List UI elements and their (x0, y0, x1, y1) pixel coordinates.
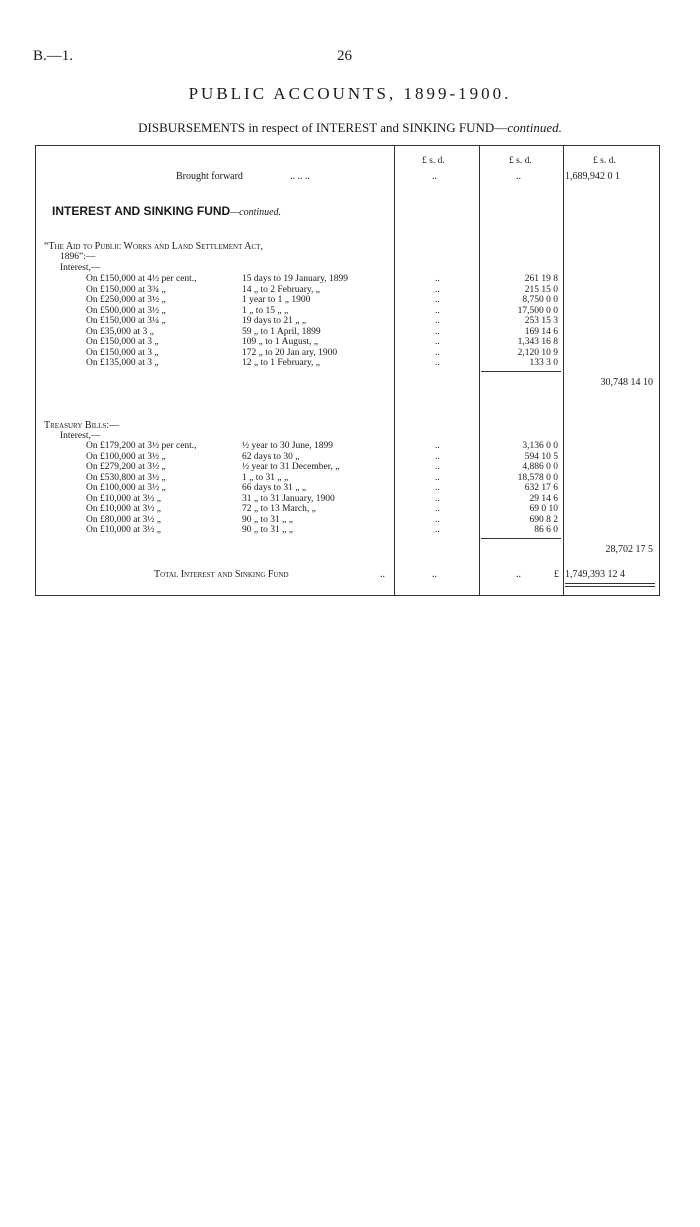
amount-cell: 1,343 16 8 (517, 337, 558, 347)
leader-dots: .. (516, 569, 521, 580)
period-cell: ½ year to 31 December, „ (242, 462, 340, 472)
treasury-dots-column (435, 441, 440, 536)
amount-cell: 632 17 6 (524, 483, 558, 493)
act-heading: “The Aid to Public Works and Land Settlement Act, (44, 241, 263, 252)
amount-cell: 215 15 0 (524, 284, 558, 295)
amount-cell: 29 14 6 (529, 493, 558, 504)
amount-cell: 8,750 0 0 (522, 295, 558, 305)
amount-cell: 133 3 0 (529, 358, 558, 368)
desc-cell: On £35,000 at 3 „ (86, 326, 154, 337)
act-heading-year: 1896”:— (60, 252, 96, 262)
section-title-italic: —continued. (230, 207, 282, 218)
dots-cell: .. (435, 483, 440, 493)
dots-cell: .. (435, 441, 440, 451)
leader-dots: .. (516, 171, 521, 182)
act-period-column (242, 274, 348, 369)
desc-cell: On £135,000 at 3 „ (86, 358, 159, 368)
desc-cell: On £150,000 at 3 „ (86, 337, 159, 347)
dots-cell: .. (435, 451, 440, 462)
amount-cell: 253 15 3 (524, 316, 558, 326)
act-dots-column (435, 274, 440, 369)
desc-cell: On £10,000 at 3½ „ (86, 525, 161, 535)
desc-cell: On £100,000 at 3½ „ (86, 451, 166, 462)
column-divider (563, 145, 564, 596)
desc-cell: On £150,000 at 3 „ (86, 347, 159, 358)
total-label: Total Interest and Sinking Fund (154, 569, 289, 580)
dots-cell: .. (435, 305, 440, 316)
desc-cell: On £150,000 at 3¾ „ (86, 284, 166, 295)
col-header-3: £ s. d. (593, 156, 616, 166)
dots-cell: .. (435, 347, 440, 358)
dots-cell: .. (435, 337, 440, 347)
amount-cell: 86 6 0 (534, 525, 558, 535)
desc-cell: On £250,000 at 3½ „ (86, 295, 166, 305)
amount-cell: 169 14 6 (524, 326, 558, 337)
desc-cell: On £279,200 at 3½ „ (86, 462, 166, 472)
desc-cell: On £10,000 at 3½ „ (86, 493, 161, 504)
period-cell: 1 year to 1 „ 1900 (242, 295, 311, 305)
brought-forward-label: Brought forward (176, 171, 243, 182)
desc-cell: On £530,800 at 3½ „ (86, 472, 166, 483)
section-title (52, 204, 281, 218)
act-amount-column (482, 274, 558, 369)
dots-cell: .. (435, 316, 440, 326)
dots-cell: .. (435, 504, 440, 514)
page-subtitle (0, 120, 700, 136)
dots-cell: .. (435, 525, 440, 535)
dots-cell: .. (435, 462, 440, 472)
subtotal-rule (481, 538, 561, 539)
desc-cell: On £179,200 at 3½ per cent., (86, 441, 197, 451)
subtitle-main: DISBURSEMENTS in respect of INTEREST and SINKING FUND— (138, 120, 508, 135)
period-cell: 109 „ to 1 August, „ (242, 337, 318, 347)
leader-dots: .. (432, 171, 437, 182)
col-header-1: £ s. d. (422, 156, 445, 166)
period-cell: 31 „ to 31 January, 1900 (242, 493, 335, 504)
dots-cell: .. (435, 295, 440, 305)
amount-cell: 3,136 0 0 (522, 441, 558, 451)
period-cell: 90 „ to 31 „ „ (242, 525, 293, 535)
desc-cell: On £150,000 at 4½ per cent., (86, 274, 197, 284)
total-double-rule (565, 583, 655, 584)
dots-cell: .. (435, 514, 440, 525)
period-cell: 90 „ to 31 „ „ (242, 514, 293, 525)
brought-forward-total: 1,689,942 0 1 (565, 171, 620, 182)
desc-cell: On £500,000 at 3½ „ (86, 305, 166, 316)
amount-cell: 594 10 5 (524, 451, 558, 462)
period-cell: 19 days to 21 „ „ (242, 316, 307, 326)
period-cell: 72 „ to 13 March, „ (242, 504, 316, 514)
period-cell: 66 days to 31 „ „ (242, 483, 307, 493)
leader-dots: .. (380, 569, 385, 580)
period-cell: 62 days to 30 „ (242, 451, 300, 462)
interest-label: Interest,— (60, 431, 101, 441)
amount-cell: 690 8 2 (529, 514, 558, 525)
amount-cell: 261 19 8 (524, 274, 558, 284)
leader-dots: .. (432, 569, 437, 580)
amount-cell: 2,120 10 9 (517, 347, 558, 358)
grand-total: 1,749,393 12 4 (565, 569, 625, 580)
period-cell: ½ year to 30 June, 1899 (242, 441, 334, 451)
column-divider (394, 145, 395, 596)
page-code: B.—1. (33, 48, 74, 64)
amount-cell: 17,500 0 0 (517, 305, 558, 316)
total-double-rule (565, 586, 655, 587)
desc-cell: On £10,000 at 3½ „ (86, 504, 161, 514)
dots-cell: .. (435, 472, 440, 483)
amount-cell: 69 0 10 (529, 504, 558, 514)
column-divider (479, 145, 480, 596)
act-desc-column (86, 274, 197, 369)
desc-cell: On £100,000 at 3½ „ (86, 483, 166, 493)
subtotal-rule (481, 371, 561, 372)
dots-cell: .. (435, 358, 440, 368)
treasury-subtotal: 28,702 17 5 (605, 544, 653, 555)
period-cell: 15 days to 19 January, 1899 (242, 274, 348, 284)
treasury-heading: Treasury Bills:— (44, 420, 120, 431)
act-subtotal: 30,748 14 10 (600, 377, 653, 388)
leader-dots: .. .. .. (290, 171, 310, 182)
pound-sign: £ (554, 569, 559, 580)
period-cell: 12 „ to 1 February, „ (242, 358, 320, 368)
page-title: PUBLIC ACCOUNTS, 1899-1900. (188, 84, 512, 103)
period-cell: 1 „ to 31 „ „ (242, 472, 289, 483)
period-cell: 1 „ to 15 „ „ (242, 305, 289, 316)
amount-cell: 18,578 0 0 (517, 472, 558, 483)
treasury-amount-column (482, 441, 558, 536)
dots-cell: .. (435, 493, 440, 504)
dots-cell: .. (435, 284, 440, 295)
treasury-desc-column (86, 441, 197, 536)
dots-cell: .. (435, 274, 440, 284)
period-cell: 172 „ to 20 Jan ary, 1900 (242, 347, 338, 358)
period-cell: 59 „ to 1 April, 1899 (242, 326, 321, 337)
subtitle-italic: continued. (507, 120, 562, 135)
desc-cell: On £150,000 at 3¼ „ (86, 316, 166, 326)
period-cell: 14 „ to 2 February, „ (242, 284, 320, 295)
amount-cell: 4,886 0 0 (522, 462, 558, 472)
col-header-2: £ s. d. (509, 156, 532, 166)
treasury-period-column (242, 441, 339, 536)
section-title-bold: INTEREST AND SINKING FUND (52, 204, 231, 218)
interest-label: Interest,— (60, 263, 101, 273)
desc-cell: On £80,000 at 3½ „ (86, 514, 161, 525)
page-number: 26 (337, 48, 352, 64)
dots-cell: .. (435, 326, 440, 337)
